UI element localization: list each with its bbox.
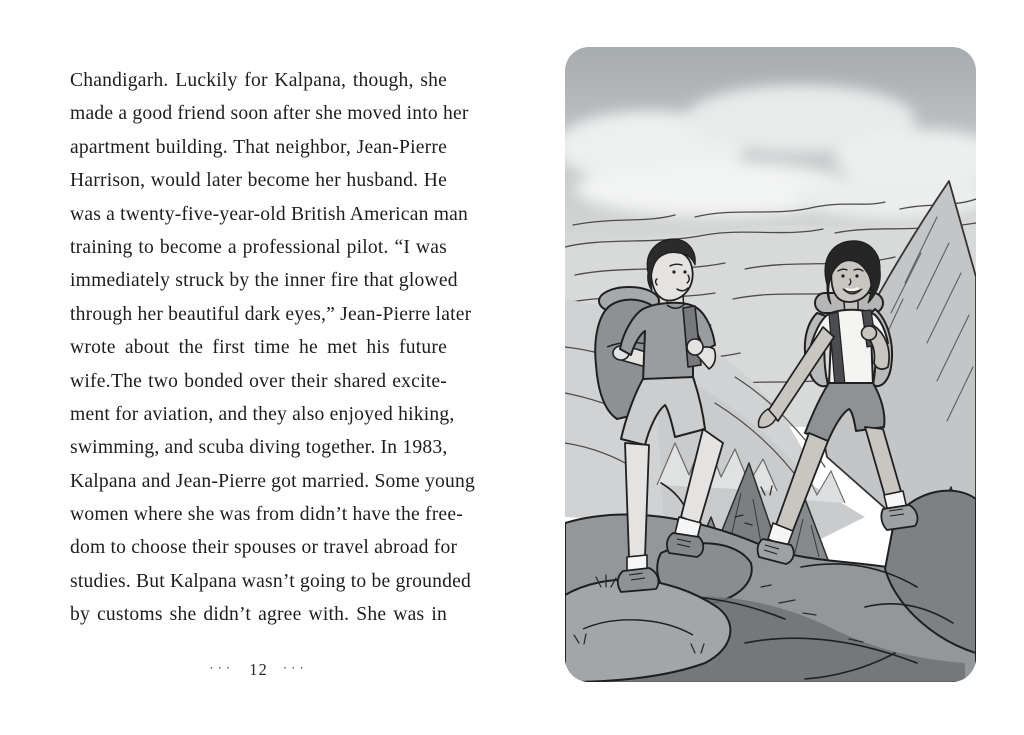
text-line: wrote about the first time he met his future wife.	[70, 337, 447, 392]
footer-ornament-right: ···	[282, 660, 308, 675]
footer-ornament-left: ···	[209, 660, 235, 675]
text-line: made a good friend soon after she moved into her	[70, 103, 469, 125]
text-line: apartment building. That neighbor, Jean-Pierre	[70, 136, 447, 158]
text-line: swimming, and scuba diving together. In 1983,	[70, 437, 448, 459]
page-footer	[70, 660, 447, 680]
text-line: immediately struck by the inner fire that glowed	[70, 270, 458, 292]
body-text	[70, 64, 475, 632]
text-line: through her beautiful dark eyes,” Jean-Pierre later	[70, 303, 472, 325]
text-line: The two bonded over their shared excite-	[111, 370, 447, 392]
text-line: women where she was from didn’t have the free-	[70, 504, 463, 526]
text-line: Harrison, would later become her husband. He	[70, 170, 447, 192]
text-line: dom to choose their spouses or travel abroad for	[70, 537, 458, 559]
hiking-illustration	[565, 47, 976, 682]
text-line: Kalpana and Jean-Pierre got married. Some young	[70, 470, 475, 492]
text-line: Chandigarh. Luckily for Kalpana, though, she	[70, 70, 447, 91]
text-line: was a twenty-five-year-old British American man	[70, 203, 469, 225]
page-number: 12	[249, 660, 268, 679]
text-line: training to become a professional pilot. “I was	[70, 236, 447, 258]
text-line: by customs she didn’t agree with. She was in	[70, 604, 447, 626]
text-line: studies. But Kalpana wasn’t going to be grounded	[70, 570, 472, 592]
text-line: ment for aviation, and they also enjoyed hiking,	[70, 403, 455, 425]
